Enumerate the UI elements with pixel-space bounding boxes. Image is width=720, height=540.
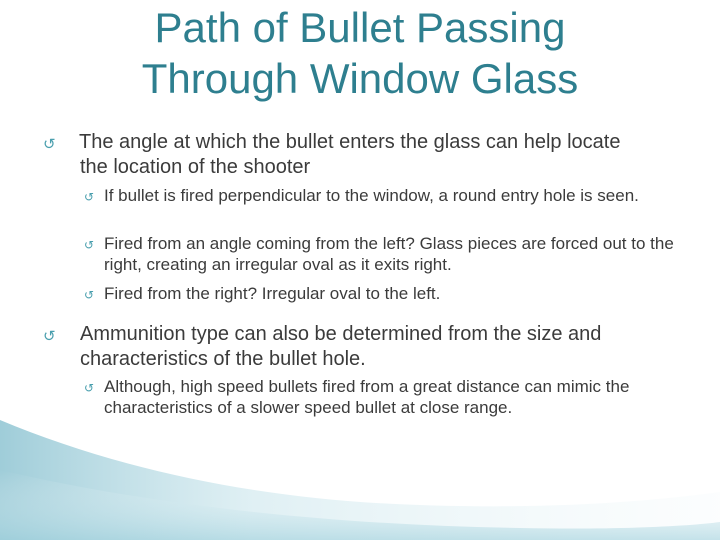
bullet-point — [43, 322, 658, 372]
bullet-point — [43, 130, 638, 180]
sub-bullet-point — [86, 283, 686, 304]
sub-bullet-point — [86, 233, 686, 275]
refresh-arrow-icon: ↺ — [84, 288, 95, 302]
slide-title-line-1: Path of Bullet Passing — [154, 4, 566, 51]
sub-bullet-text: If bullet is fired perpendicular to the window, a round entry hole is seen. — [104, 186, 639, 205]
slide-title-line-2: Through Window Glass — [141, 55, 579, 102]
bullet-text: Ammunition type can also be determined from the size and characteristics of the bullet hole. — [80, 323, 602, 370]
refresh-arrow-icon: ↺ — [43, 136, 56, 153]
bullet-text: The angle at which the bullet enters the glass can help locate the location of the shooter — [79, 131, 621, 178]
refresh-arrow-icon: ↺ — [43, 328, 56, 345]
refresh-arrow-icon: ↺ — [84, 381, 95, 395]
sub-bullet-point — [86, 185, 686, 206]
refresh-arrow-icon: ↺ — [84, 238, 95, 252]
sub-bullet-text: Fired from an angle coming from the left? Glass pieces are forced out to the right, creating an irregular oval as it exits right. — [104, 234, 674, 274]
sub-bullet-text: Fired from the right? Irregular oval to the left. — [104, 284, 441, 303]
sub-bullet-text: Although, high speed bullets fired from a great distance can mimic the characteristics of a slower speed bullet at close range. — [104, 377, 630, 417]
refresh-arrow-icon: ↺ — [84, 190, 95, 204]
sub-bullet-point — [86, 376, 710, 418]
